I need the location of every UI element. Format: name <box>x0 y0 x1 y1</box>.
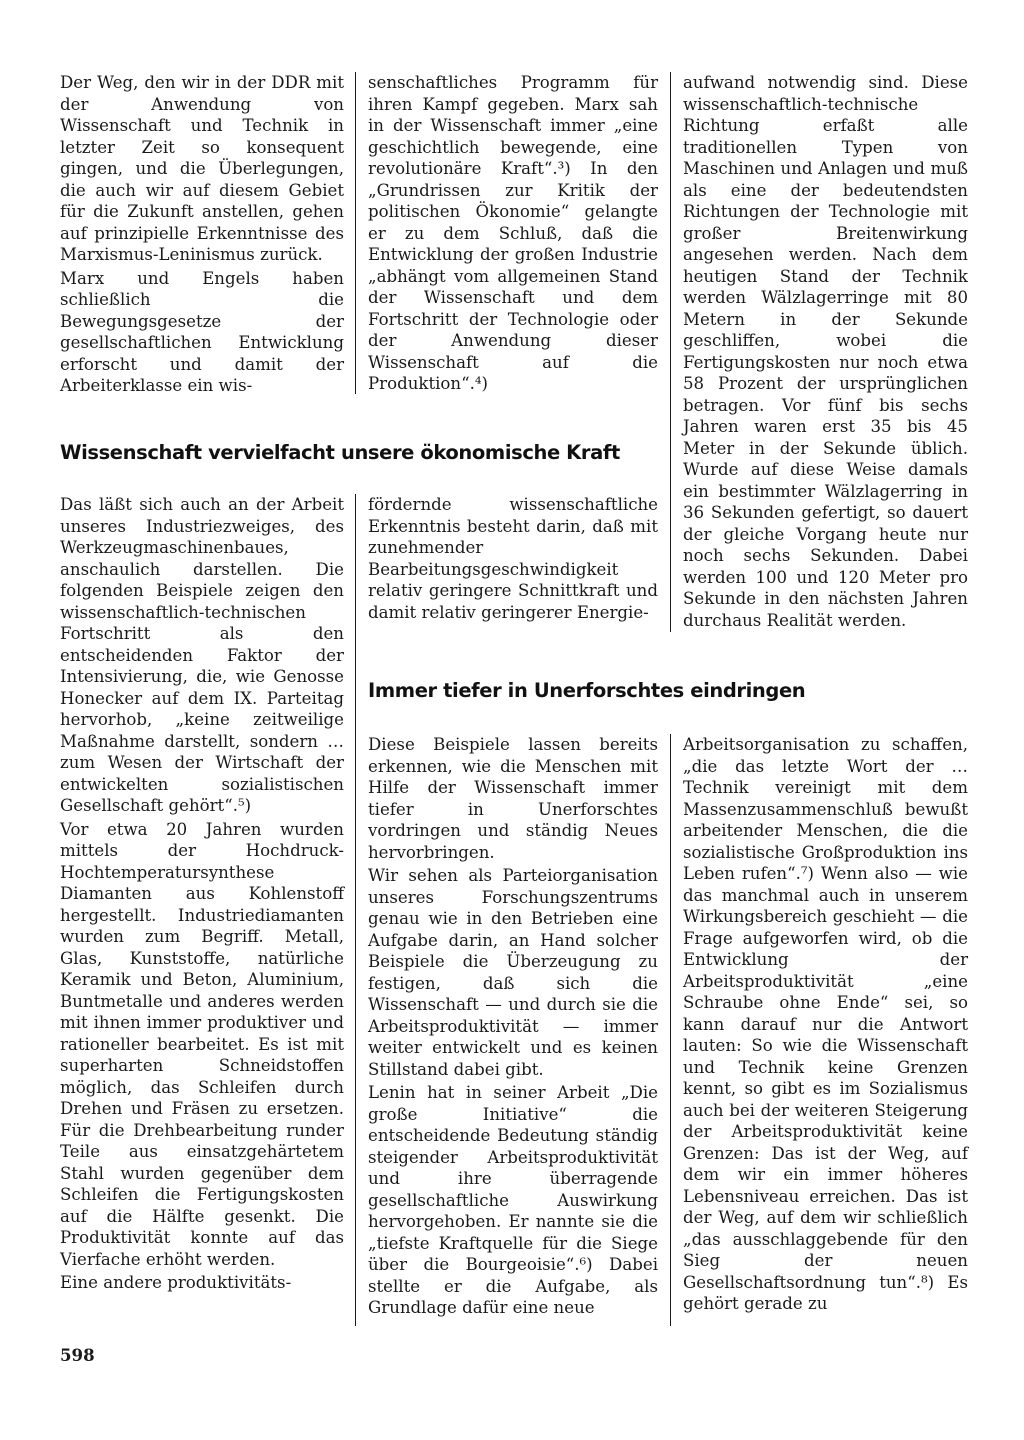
s1-col1 <box>60 72 344 397</box>
paragraph: fördernde wissenschaftliche Erkenntnis besteht darin, daß mit zunehmender Bearbeitungsgeschwindigkeit relativ geringere Schnittkraft und damit relativ geringerer Energie- <box>368 495 658 622</box>
paragraph: Vor etwa 20 Jahren wurden mittels der Hochdruck-Hochtemperatursynthese Diamanten aus Kohlenstoff hergestellt. Industriediamanten wurden zum Begriff. Metall, Glas, Kunststoffe, natürliche Keramik und Beton, Aluminium, Buntmetalle und anderes werden mit ihnen immer produktiver und rationeller bearbeitet. Es ist mit superharten Schneidstoffen möglich, das Schleifen durch Drehen und Fräsen zu ersetzen. Für die Drehbearbeitung runder Teile aus einsatzgehärtetem Stahl wurden gegenüber dem Schleifen die Fertigungskosten auf die Hälfte gesenkt. Die Produktivität konnte auf das Vierfache erhöht werden. <box>60 819 344 1269</box>
paragraph: Arbeitsorganisation zu schaffen, „die das letzte Wort der … Technik vereinigt mit dem Massenzusammenschluß bewußt arbeitender Menschen, die die sozialistische Großproduktion ins Leben rufen“.⁷) Wenn also — wie das manchmal auch in unserem Wirkungsbereich geschieht — die Frage aufgeworfen wird, ob die Entwicklung der Arbeitsproduktivität „eine Schraube ohne Ende“ sei, so kann darauf nur die Antwort lauten: So wie die Wissenschaft und Technik keine Grenzen kennt, so gibt es im Sozialismus auch bei der weiteren Steigerung der Arbeitsproduktivität keine Grenzen: Das ist der Weg, auf dem wir ein immer höheres Lebensniveau erreichen. Das ist der Weg, auf dem wir schließlich „das ausschlaggebende für den Sieg der neuen Gesellschaftsordnung tun“.⁸) Es gehört gerade zu <box>683 735 968 1313</box>
paragraph: Lenin hat in seiner Arbeit „Die große Initiative“ die entscheidende Bedeutung ständig steigender Arbeitsproduktivität und ihre überragende gesellschaftliche Auswirkung hervorgehoben. Er nannte sie die „tiefste Kraftquelle für die Siege über die Bourgeoisie“.⁶) Dabei stellte er die Aufgabe, als Grundlage dafür eine neue <box>368 1083 658 1317</box>
column-rule <box>670 72 671 632</box>
s3-col3 <box>683 734 968 1315</box>
paragraph: Der Weg, den wir in der DDR mit der Anwendung von Wissenschaft und Technik in letzter Zeit so konsequent gingen, und die Überlegungen, die auch wir auf diesem Gebiet für die Zukunft anstellen, gehen auf prinzipielle Erkenntnisse des Marxismus-Leninismus zurück. <box>60 73 344 264</box>
paragraph: Marx und Engels haben schließlich die Bewegungsgesetze der gesellschaftlichen Entwicklung erforscht und damit der Arbeiterklasse ein wis- <box>60 268 344 395</box>
column-rule <box>355 494 356 1326</box>
col3-top <box>683 72 968 631</box>
s3-col2 <box>368 734 658 1319</box>
paragraph: Wir sehen als Parteiorganisation unseres Forschungszentrums genau wie in den Betrieben eine Aufgabe darin, an Hand solcher Beispiele die Überzeugung zu festigen, daß sich die Wissenschaft — und durch sie die Arbeitsproduktivität — immer weiter entwickelt und es keinen Stillstand dabei gibt. <box>368 866 658 1079</box>
section-heading-2: Immer tiefer in Unerforschtes eindringen <box>368 679 806 702</box>
column-rule <box>670 734 671 1326</box>
paragraph: Das läßt sich auch an der Arbeit unseres Industriezweiges, des Werkzeugmaschinenbaues, anschaulich darstellen. Die folgenden Beispiele zeigen den wissenschaftlich-technischen Fortschritt als den entscheidenden Faktor der Intensivierung, die, wie Genosse Honecker auf dem IX. Parteitag hervorhob, „keine zeitweilige Maßnahme darstellt, sondern … zum Wesen der Wirtschaft der entwickelten sozialistischen Gesellschaft gehört“.⁵) <box>60 495 344 815</box>
paragraph: aufwand notwendig sind. Diese wissenschaftlich-technische Richtung erfaßt alle traditionellen Typen von Maschinen und Anlagen und muß als eine der bedeutendsten Richtungen der Technologie mit großer Breitenwirkung angesehen werden. Nach dem heutigen Stand der Technik werden Wälzlagerringe mit 80 Metern in der Sekunde geschliffen, wobei die Fertigungskosten nur noch etwa 58 Prozent der ursprünglichen betragen. Vor fünf bis sechs Jahren waren erst 35 bis 45 Meter in der Sekunde üblich. Wurde auf diese Weise damals ein bestimmter Wälzlagerring in 36 Sekunden gefertigt, so dauert der gleiche Vorgang heute nur noch sechs Sekunden. Dabei werden 100 und 120 Meter pro Sekunde in den nächsten Jahren durchaus Realität werden. <box>683 73 968 630</box>
s2-col2 <box>368 494 658 623</box>
paragraph: Diese Beispiele lassen bereits erkennen, wie die Menschen mit Hilfe der Wissenschaft immer tiefer in Unerforschtes vordringen und ständig Neues hervorbringen. <box>368 735 658 862</box>
s2-col1 <box>60 494 344 1294</box>
paragraph: senschaftliches Programm für ihren Kampf gegeben. Marx sah in der Wissenschaft immer „eine geschichtlich bewegende, eine revolutionäre Kraft“.³) In den „Grundrissen zur Kritik der politischen Ökonomie“ gelangte er zu dem Schluß, daß die Entwicklung der großen Industrie „abhängt vom allgemeinen Stand der Wissenschaft und dem Fortschritt der Technologie oder der Anwendung dieser Wissenschaft auf die Produktion“.⁴) <box>368 73 658 393</box>
section-heading-1: Wissenschaft vervielfacht unsere ökonomische Kraft <box>60 441 620 464</box>
s1-col2 <box>368 72 658 395</box>
paragraph: Eine andere produktivitäts- <box>60 1273 292 1292</box>
page-number: 598 <box>60 1345 95 1365</box>
column-rule <box>355 72 356 394</box>
